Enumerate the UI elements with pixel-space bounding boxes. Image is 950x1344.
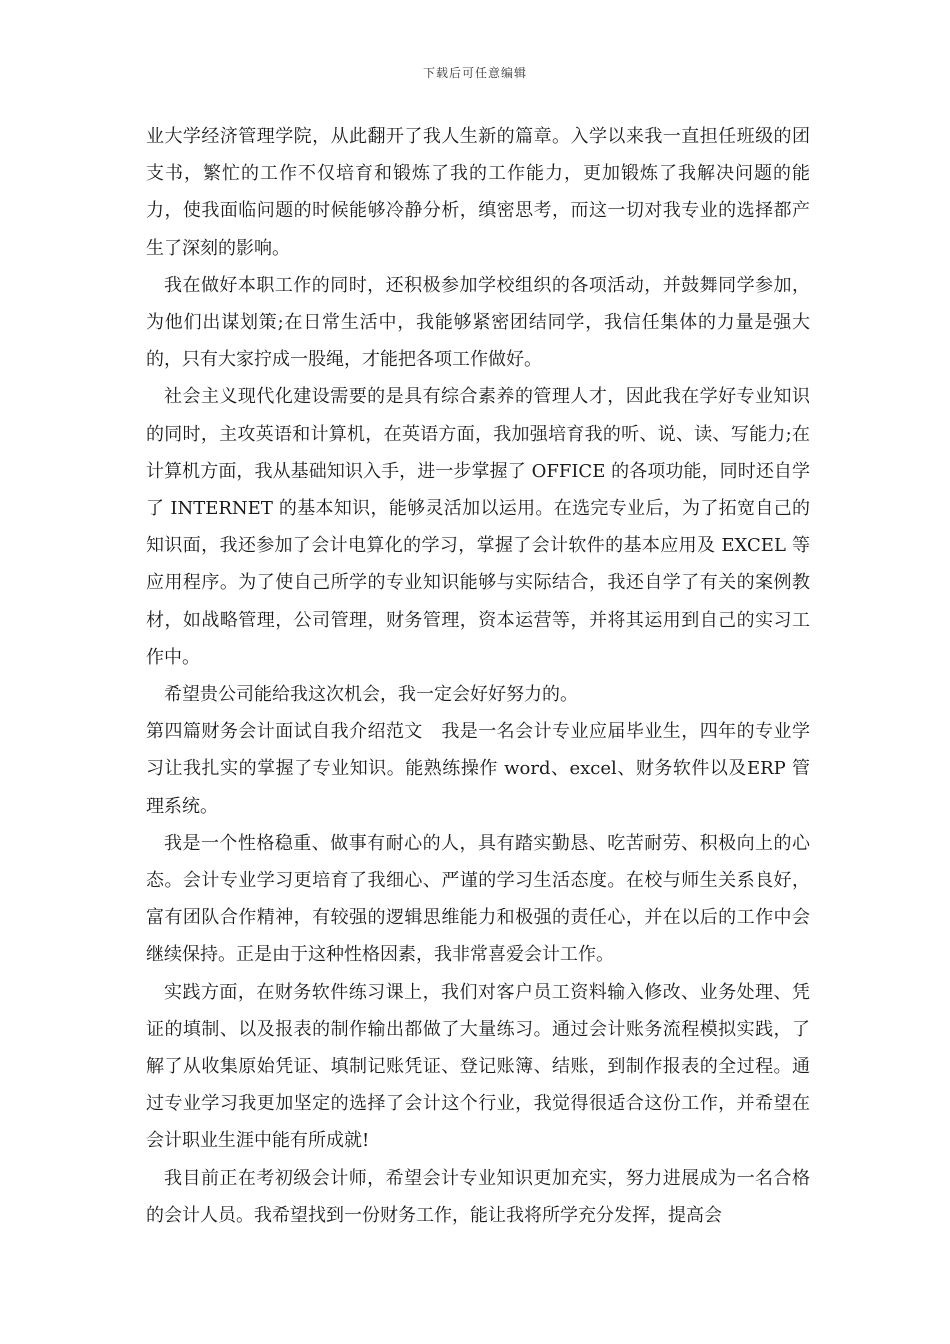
paragraph-8: 我目前正在考初级会计师，希望会计专业知识更加充实，努力进展成为一名合格的会计人员。我希望找到一份财务工作，能让我将所学充分发挥，提高会 [146, 1167, 810, 1226]
paragraph-4: 希望贵公司能给我这次机会，我一定会好好努力的。 [164, 684, 578, 706]
page-header-note: 下载后可任意编辑 [422, 66, 527, 80]
paragraph-6: 我是一个性格稳重、做事有耐心的人，具有踏实勤恳、吃苦耐劳、积极向上的心态。会计专业学习更培育了我细心、严谨的学习生活态度。在校与师生关系良好，富有团队合作精神，有较强的逻辑思维能力和极强的责任心，并在以后的工作中会继续保持。正是由于这种性格因素，我非常喜爱会计工作。 [146, 832, 810, 966]
paragraph-2: 我在做好本职工作的同时，还积极参加学校组织的各项活动，并鼓舞同学参加，为他们出谋划策;在日常生活中，我能够紧密团结同学，我信任集体的力量是强大的，只有大家拧成一股绳，才能把各项工作做好。 [146, 274, 810, 371]
paragraph-3: 社会主义现代化建设需要的是具有综合素养的管理人才，因此我在学好专业知识的同时，主攻英语和计算机，在英语方面，我加强培育我的听、说、读、写能力;在计算机方面，我从基础知识入手，进一步掌握了 OFFICE 的各项功能，同时还自学了 INTERNET 的基本知识，能够灵活加以运用。在选完专业后，为了拓宽自己的知识面，我还参加了会计电算化的学习，掌握了会计软件的基本应用及 EXCEL 等应用程序。为了使自己所学的专业知识能够与实际结合，我还自学了有关的案例教材，如战略管理，公司管理，财务管理，资本运营等，并将其运用到自己的实习工作中。 [146, 386, 810, 668]
document-body [146, 118, 810, 1234]
paragraph-5: 第四篇财务会计面试自我介绍范文 我是一名会计专业应届毕业生，四年的专业学习让我扎实的掌握了专业知识。能熟练操作 word、excel、财务软件以及ERP 管理系统。 [146, 721, 810, 817]
paragraph-7: 实践方面，在财务软件练习课上，我们对客户员工资料输入修改、业务处理、凭证的填制、以及报表的制作输出都做了大量练习。通过会计账务流程模拟实践，了解了从收集原始凭证、填制记账凭证、登记账簿、结账，到制作报表的全过程。通过专业学习我更加坚定的选择了会计这个行业，我觉得很适合这份工作，并希望在会计职业生涯中能有所成就! [146, 981, 810, 1152]
paragraph-1: 业大学经济管理学院，从此翻开了我人生新的篇章。入学以来我一直担任班级的团支书，繁忙的工作不仅培育和锻炼了我的工作能力，更加锻炼了我解决问题的能力，使我面临问题的时候能够冷静分析，缜密思考，而这一切对我专业的选择都产生了深刻的影响。 [146, 126, 810, 259]
